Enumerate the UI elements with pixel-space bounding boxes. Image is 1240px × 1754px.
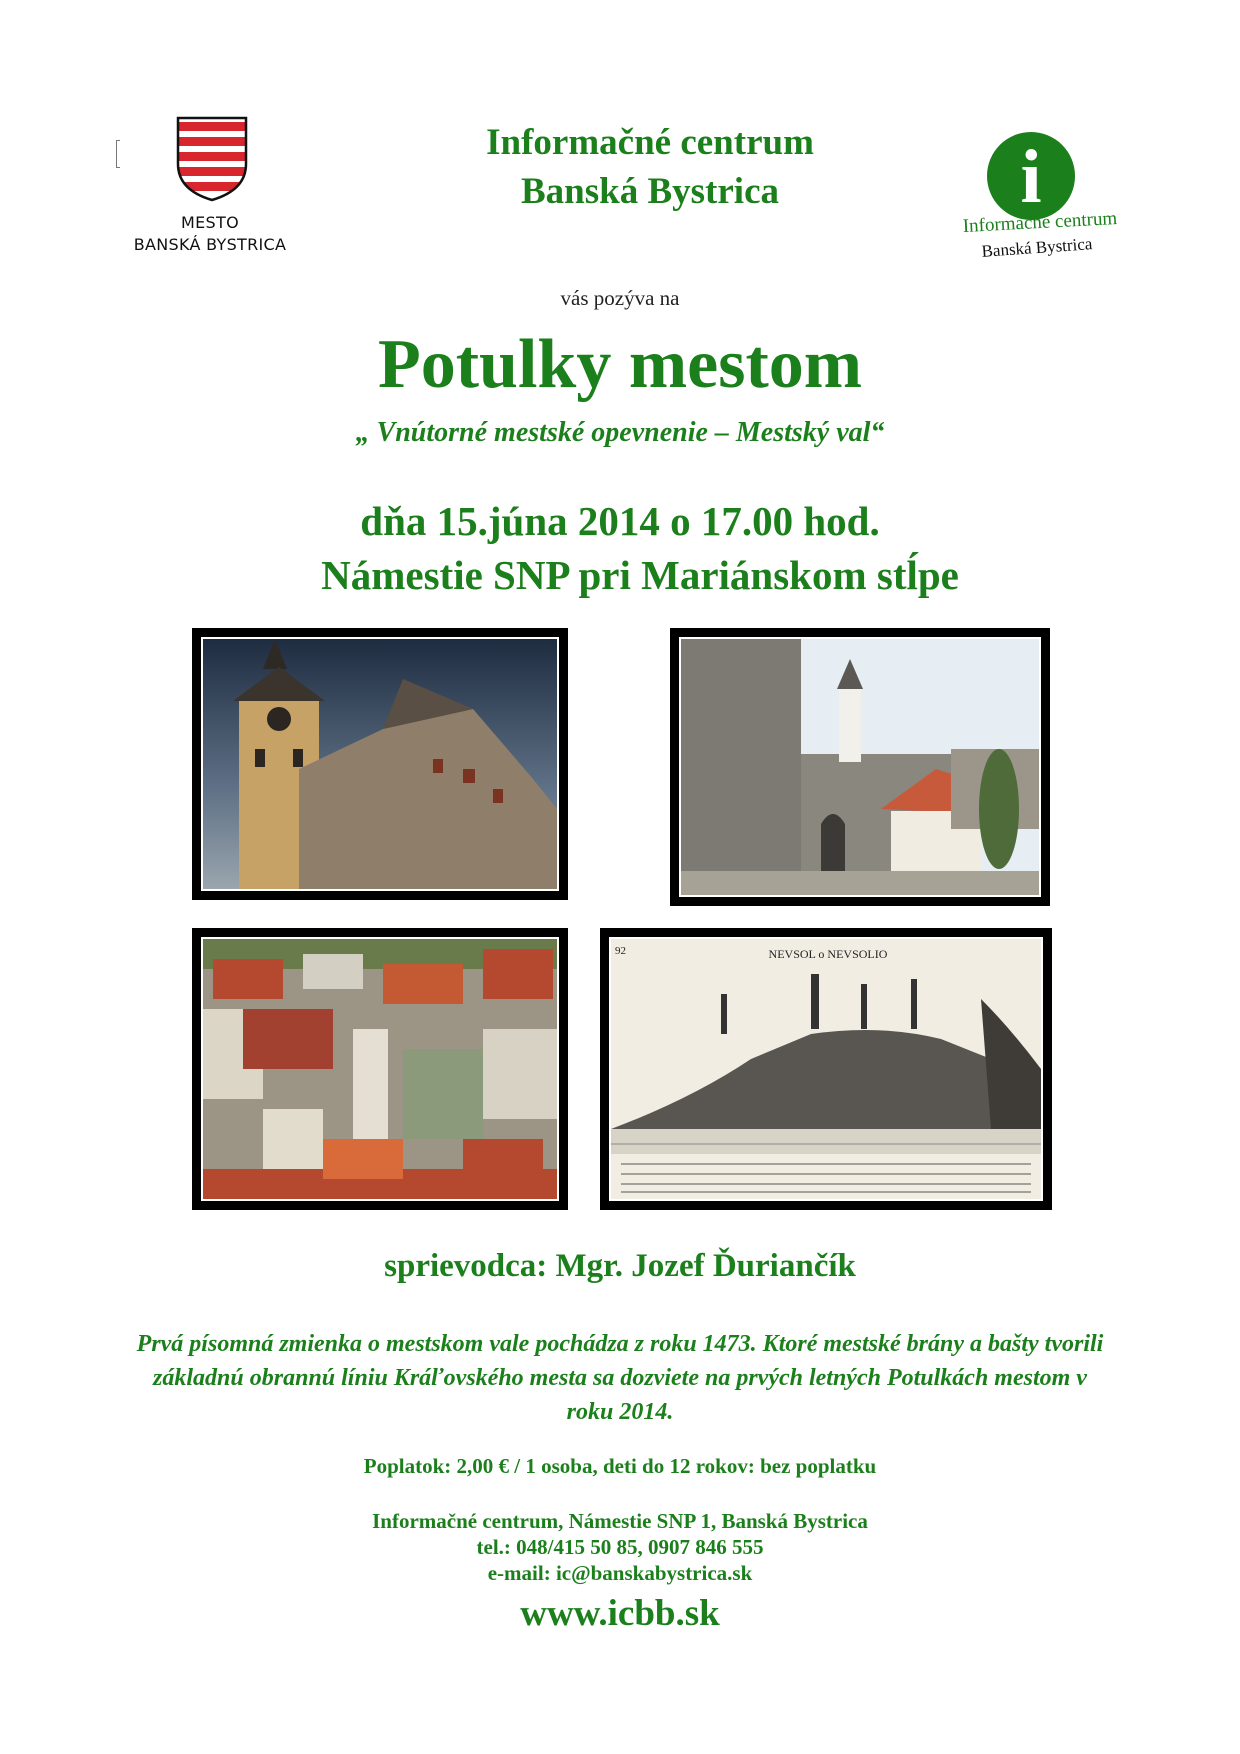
engraving-caption: NEVSOL o NEVSOLIO bbox=[768, 947, 888, 961]
fee-info: Poplatok: 2,00 € / 1 osoba, deti do 12 rokov: bez poplatku bbox=[363, 1454, 877, 1478]
event-place: Námestie SNP pri Mariánskom stĺpe bbox=[321, 552, 959, 598]
coat-of-arms-logo bbox=[176, 116, 248, 202]
info-logo-line2: Banská Bystrica bbox=[980, 234, 1093, 261]
photo-aerial-view bbox=[192, 928, 568, 1210]
organizer-line2: Banská Bystrica bbox=[520, 171, 779, 212]
margin-bracket bbox=[116, 140, 120, 168]
city-name bbox=[110, 212, 310, 256]
photo-city-wall bbox=[670, 628, 1050, 906]
website-link[interactable]: www.icbb.sk bbox=[520, 1593, 720, 1634]
organizer-line1: Informačné centrum bbox=[486, 122, 814, 163]
engraving-page-number: 92 bbox=[615, 945, 626, 957]
contact-address: Informačné centrum, Námestie SNP 1, Banská Bystrica bbox=[372, 1509, 868, 1533]
city-name-line1: MESTO bbox=[181, 213, 239, 232]
event-subtitle: „ Vnútorné mestské opevnenie – Mestský val“ bbox=[355, 417, 885, 448]
invitation-text: vás pozýva na bbox=[560, 286, 680, 310]
event-date: dňa 15.júna 2014 o 17.00 hod. bbox=[360, 498, 880, 544]
historical-engraving bbox=[600, 928, 1052, 1210]
city-name-line2: BANSKÁ BYSTRICA bbox=[133, 235, 287, 254]
contact-block bbox=[0, 1508, 1240, 1586]
info-logo-letter: i bbox=[1020, 135, 1042, 219]
guide-name: sprievodca: Mgr. Jozef Ďuriančík bbox=[384, 1248, 856, 1284]
contact-phone: tel.: 048/415 50 85, 0907 846 555 bbox=[476, 1535, 764, 1559]
info-logo-line1: Informačné centrum bbox=[962, 207, 1118, 238]
event-title: Potulky mestom bbox=[377, 326, 863, 403]
organizer-title bbox=[440, 118, 860, 216]
event-description: Prvá písomná zmienka o mestskom vale pochádza z roku 1473. Ktoré mestské brány a bašty tvorili základnú obrannú líniu Kráľovského mesta sa dozviete na prvých letných Potulkách mestom v roku 2014. bbox=[136, 1331, 1104, 1425]
contact-email: e-mail: ic@banskabystrica.sk bbox=[487, 1561, 753, 1585]
photo-castle-tower bbox=[192, 628, 568, 900]
